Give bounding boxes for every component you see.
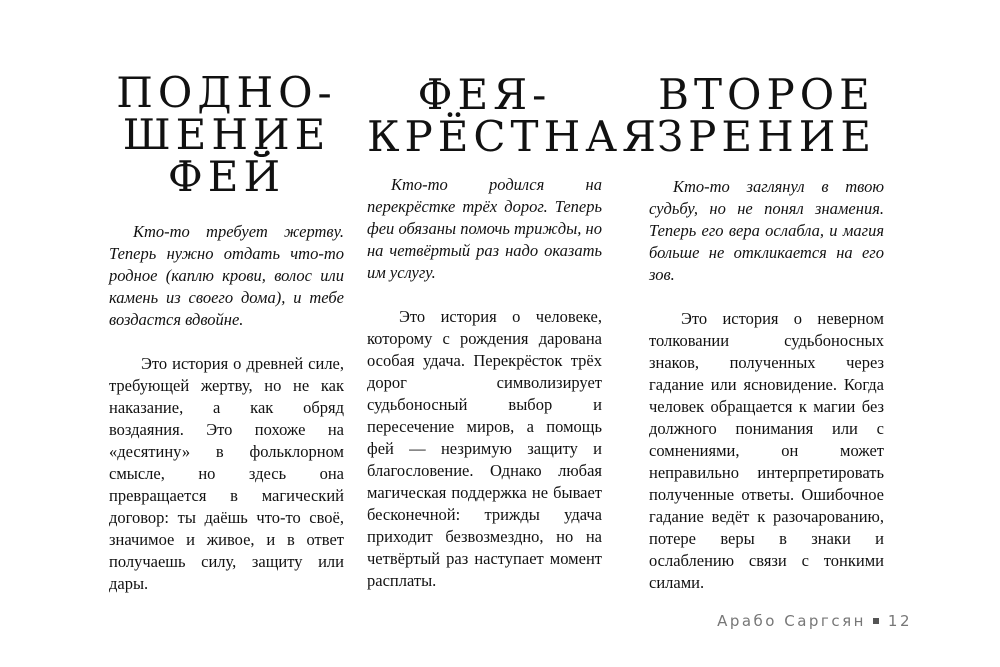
lead-paragraph: Кто-то требует жертву. Теперь нужно отдать что-то родное (каплю крови, волос или камень из своего дома), и тебе воздастся вдвойне.	[109, 222, 344, 329]
square-bullet-icon	[873, 618, 879, 624]
body-paragraph: Это история о древней силе, требующей жертву, но не как наказание, а как обряд воздаяния. Это похоже на «десятину» в фольклорном смысле, но здесь она превращается в магический договор: ты даёшь что-то своё, значимое и живое, и в ответ получаешь силу, защиту или дары.	[109, 354, 344, 593]
lead-paragraph: Кто-то родился на перекрёстке трёх дорог. Теперь феи обязаны помочь трижды, но на четвёртый раз надо оказать им услугу.	[367, 175, 602, 282]
column-offering-of-fairies	[109, 68, 344, 595]
title-line: ФЕЙ	[167, 152, 286, 201]
title-line: ШЕНИЕ	[122, 110, 331, 159]
title-line: ЗРЕНИЕ	[657, 112, 876, 161]
title-line: ВТОРОЕ	[658, 70, 875, 119]
page-number: 12	[887, 612, 912, 630]
body-paragraph: Это история о неверном толковании судьбоносных знаков, полученных через гадание или ясновидение. Когда человек обращается к магии без должного понимания или с сомнениями, он может неправильно интерпретировать полученные ответы. Ошибочное гадание ведёт к разочарованию, потере веры в знаки и ослаблению связи с тонкими силами.	[649, 309, 884, 592]
section-title	[109, 68, 344, 201]
body-paragraph: Это история о человеке, которому с рождения дарована особая удача. Перекрёсток трёх дорог символизирует судьбоносный выбор и пересечение миров, а помощь фей — незримую защиту и благословение. Однако любая магическая поддержка не бывает бесконечной: трижды удача приходит безвозмездно, но на четвёртый раз наступает момент расплаты.	[367, 307, 602, 590]
page-footer	[717, 612, 912, 630]
lead-paragraph: Кто-то заглянул в твою судьбу, но не понял знамения. Теперь его вера ослабла, и магия больше не откликается на его зов.	[649, 177, 884, 284]
column-second-sight	[649, 72, 884, 594]
section-title	[649, 70, 884, 161]
section-title	[367, 70, 661, 161]
footer-author: Арабо Саргсян	[717, 612, 866, 630]
title-line: ФЕЯ-	[417, 70, 552, 119]
title-line: КРЁСТНАЯ	[367, 112, 661, 161]
column-fairy-godmother	[367, 70, 661, 592]
title-line: ПОДНО-	[116, 68, 337, 117]
